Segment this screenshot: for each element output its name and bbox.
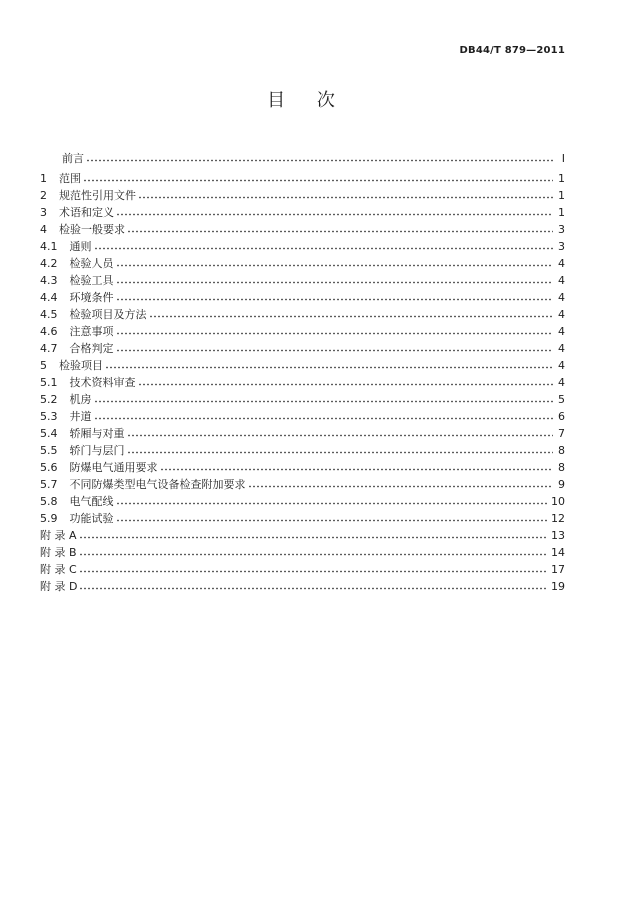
dot-leader xyxy=(105,366,553,369)
toc-label: 机房 xyxy=(69,393,92,406)
toc-label: 附 录 D xyxy=(40,580,78,593)
toc-row-appendix xyxy=(40,544,565,561)
toc-section-number: 4.4 xyxy=(40,291,58,304)
dot-leader xyxy=(160,468,554,471)
toc-section-number: 5.1 xyxy=(40,376,58,389)
toc-label: 技术资料审查 xyxy=(69,376,136,389)
toc-section-number: 5.8 xyxy=(40,495,58,508)
toc-row xyxy=(40,425,565,442)
toc-page-number: 13 xyxy=(551,529,565,542)
dot-leader xyxy=(94,417,554,420)
toc-page-number: 3 xyxy=(558,223,565,236)
toc-label: 检验一般要求 xyxy=(59,223,125,236)
toc-row xyxy=(40,204,565,221)
toc-label: 附 录 C xyxy=(40,563,77,576)
toc-page-number: 4 xyxy=(558,257,565,270)
toc-section-number: 5.3 xyxy=(40,410,58,423)
toc-page-number: 4 xyxy=(558,325,565,338)
toc-page-number: 4 xyxy=(558,274,565,287)
toc-page-number: 5 xyxy=(558,393,565,406)
toc-page-number: 1 xyxy=(558,189,565,202)
toc-label: 功能试验 xyxy=(69,512,114,525)
table-of-contents xyxy=(40,150,565,595)
dot-leader xyxy=(127,434,554,437)
toc-page-number: 3 xyxy=(558,240,565,253)
toc-page-number: 19 xyxy=(551,580,565,593)
toc-section-number: 4.7 xyxy=(40,342,58,355)
toc-row xyxy=(40,510,565,527)
toc-row xyxy=(40,476,565,493)
toc-label: 附 录 A xyxy=(40,529,77,542)
dot-leader xyxy=(79,570,547,573)
toc-row-appendix xyxy=(40,527,565,544)
dot-leader xyxy=(149,315,554,318)
toc-section-number: 2 xyxy=(40,189,47,202)
toc-page-number: 4 xyxy=(558,291,565,304)
toc-section-number: 5.7 xyxy=(40,478,58,491)
toc-page-number: 4 xyxy=(558,342,565,355)
toc-row xyxy=(40,391,565,408)
dot-leader xyxy=(127,230,553,233)
toc-label: 轿厢与对重 xyxy=(69,427,125,440)
toc-row xyxy=(40,306,565,323)
dot-leader xyxy=(79,536,547,539)
toc-row xyxy=(40,170,565,187)
toc-label: 检验工具 xyxy=(69,274,114,287)
dot-leader xyxy=(127,451,554,454)
toc-page-number: 6 xyxy=(558,410,565,423)
toc-label: 检验人员 xyxy=(69,257,114,270)
toc-section-number: 4.6 xyxy=(40,325,58,338)
toc-section-number: 4 xyxy=(40,223,47,236)
dot-leader xyxy=(116,332,554,335)
document-code: DB44/T 879—2011 xyxy=(459,45,565,56)
dot-leader xyxy=(94,247,554,250)
toc-page-number: 17 xyxy=(551,563,565,576)
toc-label: 电气配线 xyxy=(69,495,114,508)
toc-page-number: 9 xyxy=(558,478,565,491)
toc-label: 术语和定义 xyxy=(59,206,114,219)
toc-section-number: 4.2 xyxy=(40,257,58,270)
toc-row xyxy=(40,187,565,204)
toc-section-number: 5.5 xyxy=(40,444,58,457)
toc-page-number: 10 xyxy=(551,495,565,508)
toc-page-number: 1 xyxy=(558,172,565,185)
toc-row-appendix xyxy=(40,561,565,578)
toc-row-preface xyxy=(40,150,565,167)
dot-leader xyxy=(116,502,548,505)
toc-label: 不同防爆类型电气设备检查附加要求 xyxy=(69,478,246,491)
toc-row xyxy=(40,493,565,510)
dot-leader xyxy=(116,298,554,301)
dot-leader xyxy=(116,213,553,216)
toc-page-number: 4 xyxy=(558,359,565,372)
toc-section-number: 1 xyxy=(40,172,47,185)
dot-leader xyxy=(116,519,548,522)
toc-page-number: 4 xyxy=(558,308,565,321)
toc-label: 防爆电气通用要求 xyxy=(69,461,158,474)
toc-label: 环境条件 xyxy=(69,291,114,304)
toc-section-number: 5.6 xyxy=(40,461,58,474)
toc-section-number: 4.1 xyxy=(40,240,58,253)
toc-label: 合格判定 xyxy=(69,342,114,355)
toc-row xyxy=(40,340,565,357)
toc-page-number: 4 xyxy=(558,376,565,389)
toc-page-number: 7 xyxy=(558,427,565,440)
toc-page-number: 14 xyxy=(551,546,565,559)
toc-section-number: 5 xyxy=(40,359,47,372)
dot-leader xyxy=(83,179,553,182)
dot-leader xyxy=(94,400,554,403)
toc-row xyxy=(40,442,565,459)
toc-row xyxy=(40,289,565,306)
toc-page-number: 12 xyxy=(551,512,565,525)
dot-leader xyxy=(86,159,553,162)
toc-row-appendix xyxy=(40,578,565,595)
toc-row xyxy=(40,459,565,476)
toc-label: 前言 xyxy=(62,152,84,165)
toc-label: 井道 xyxy=(69,410,92,423)
toc-section-number: 3 xyxy=(40,206,47,219)
toc-row xyxy=(40,323,565,340)
toc-row xyxy=(40,272,565,289)
toc-page-number: 8 xyxy=(558,444,565,457)
toc-label: 检验项目 xyxy=(59,359,103,372)
toc-row xyxy=(40,221,565,238)
toc-label: 通则 xyxy=(69,240,92,253)
toc-page-number: 8 xyxy=(558,461,565,474)
toc-page-number: 1 xyxy=(558,206,565,219)
dot-leader xyxy=(79,553,547,556)
toc-label: 附 录 B xyxy=(40,546,77,559)
toc-section-number: 5.2 xyxy=(40,393,58,406)
dot-leader xyxy=(116,349,554,352)
toc-label: 范围 xyxy=(59,172,81,185)
toc-label: 检验项目及方法 xyxy=(69,308,147,321)
dot-leader xyxy=(138,383,554,386)
toc-row xyxy=(40,408,565,425)
dot-leader xyxy=(138,196,553,199)
toc-row xyxy=(40,255,565,272)
toc-row xyxy=(40,357,565,374)
toc-page-number: I xyxy=(561,152,565,165)
dot-leader xyxy=(248,485,554,488)
toc-section-number: 5.9 xyxy=(40,512,58,525)
toc-row xyxy=(40,238,565,255)
toc-section-number: 4.3 xyxy=(40,274,58,287)
toc-section-number: 5.4 xyxy=(40,427,58,440)
toc-label: 注意事项 xyxy=(69,325,114,338)
toc-label: 轿门与层门 xyxy=(69,444,125,457)
toc-label: 规范性引用文件 xyxy=(59,189,136,202)
page-title: 目 次 xyxy=(267,90,335,111)
toc-row xyxy=(40,374,565,391)
dot-leader xyxy=(79,587,547,590)
dot-leader xyxy=(116,264,554,267)
toc-section-number: 4.5 xyxy=(40,308,58,321)
dot-leader xyxy=(116,281,554,284)
